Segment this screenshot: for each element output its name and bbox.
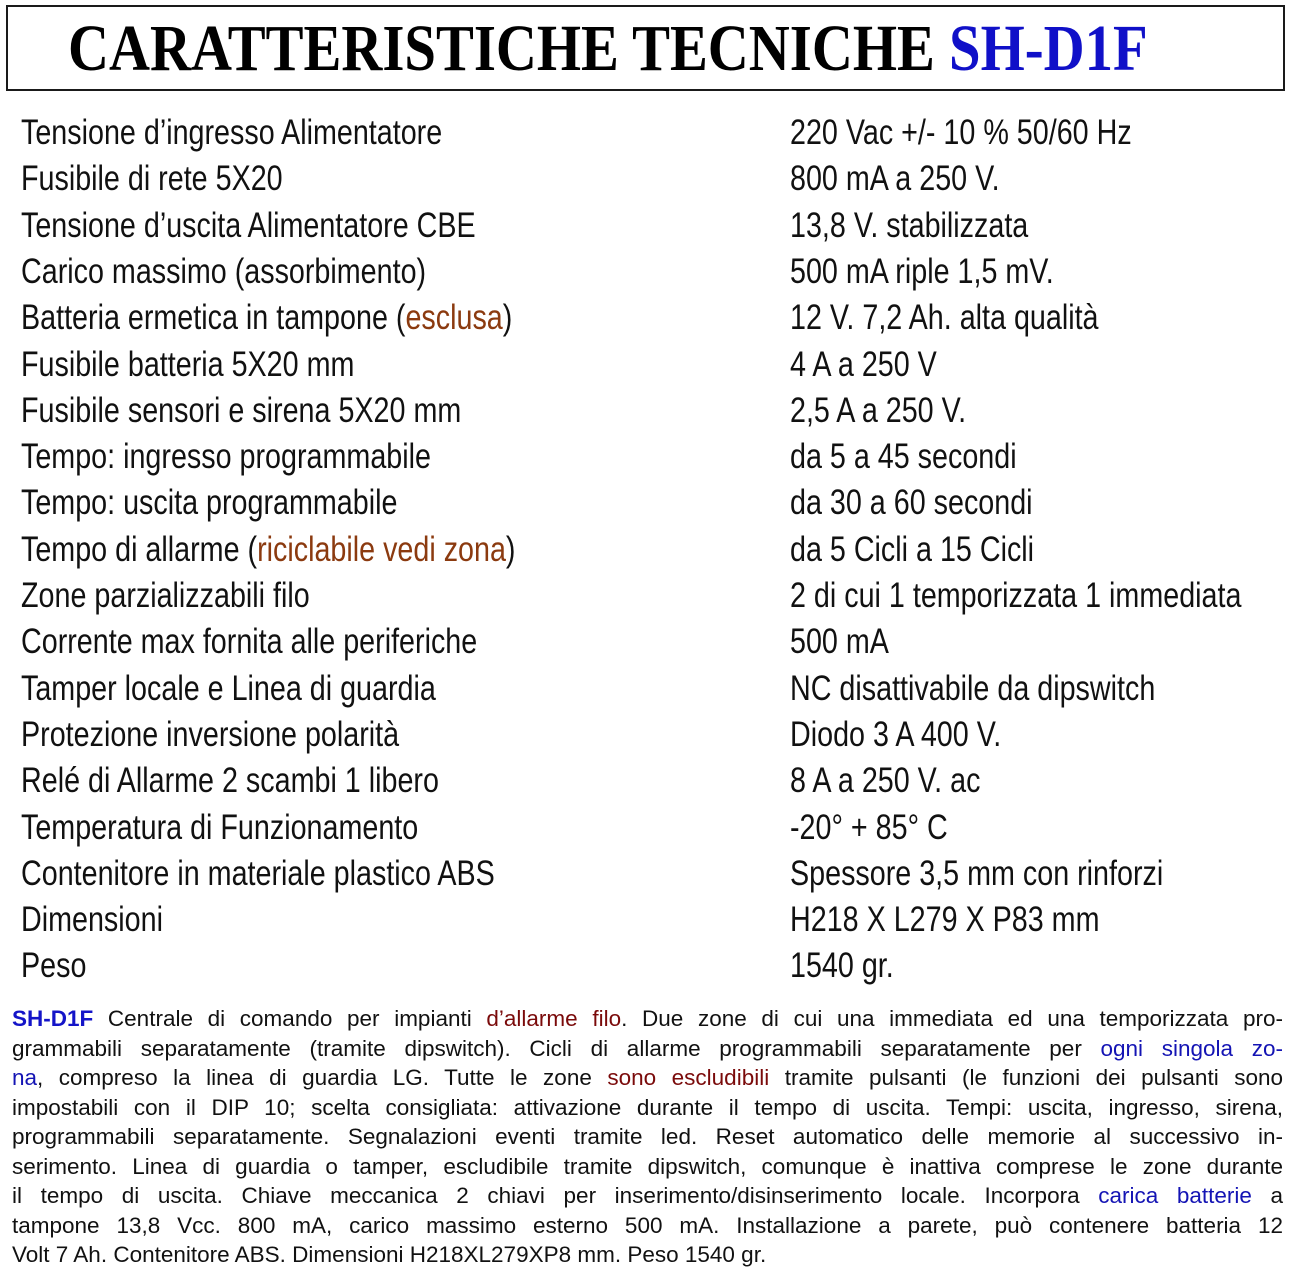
description-text: Centrale di comando per impianti — [93, 1006, 487, 1031]
description-model-text: SH-D1F — [12, 1006, 94, 1031]
description-red-text: sono escludibili — [607, 1065, 770, 1090]
spec-value: 4 A a 250 V — [790, 344, 937, 384]
spec-row — [0, 527, 1293, 573]
description-blue-text: carica batterie — [1098, 1183, 1252, 1208]
spec-label: Fusibile sensori e sirena 5X20 mm — [21, 390, 462, 430]
spec-row — [0, 388, 1293, 434]
description-text: serimento. Linea di guardia o tamper, escludibile tramite dipswitch, comunque è inattiva comprese le zone durante — [12, 1153, 1283, 1179]
product-description — [12, 1004, 1283, 1270]
description-blue-text: ogni singola zo- — [1100, 1035, 1283, 1061]
spec-label: Fusibile batteria 5X20 mm — [21, 344, 355, 384]
description-line — [12, 1004, 1283, 1034]
spec-label-text: Batteria ermetica in tampone ( — [21, 298, 406, 338]
title-text: CARATTERISTICHE TECNICHE — [68, 12, 950, 85]
description-text: tramite pulsanti (le funzioni dei pulsanti sono — [769, 1065, 1283, 1090]
spec-value: 500 mA — [790, 622, 889, 662]
spec-row — [0, 666, 1293, 712]
spec-row — [0, 712, 1293, 758]
spec-value: Diodo 3 A 400 V. — [790, 714, 1002, 754]
spec-label: Fusibile di rete 5X20 — [21, 159, 283, 199]
spec-row — [0, 434, 1293, 480]
spec-row — [0, 156, 1293, 202]
spec-value: 220 Vac +/- 10 % 50/60 Hz — [790, 113, 1132, 152]
spec-row — [0, 943, 1293, 989]
spec-label: Contenitore in materiale plastico ABS — [21, 853, 495, 893]
spec-row — [0, 851, 1293, 897]
spec-value: 500 mA riple 1,5 mV. — [790, 251, 1054, 291]
description-text: a — [1251, 1183, 1284, 1208]
description-text: tampone 13,8 Vcc. 800 mA, carico massimo esterno 500 mA. Installazione a parete, può contenere batteria 12 — [12, 1212, 1283, 1238]
spec-label-text: ) — [505, 529, 516, 569]
spec-value: da 5 a 45 secondi — [790, 437, 1017, 477]
description-line — [12, 1240, 1283, 1270]
description-line — [12, 1063, 1283, 1093]
spec-row — [0, 573, 1293, 619]
description-text: impostabili con il DIP 10; scelta consigliata: attivazione durante il tempo di uscita. Tempi: uscita, ingresso, sirena, — [12, 1094, 1283, 1120]
spec-label-text: Tempo di allarme ( — [21, 529, 258, 569]
spec-label-highlight: riciclabile vedi zona — [257, 529, 506, 569]
spec-value: 12 V. 7,2 Ah. alta qualità — [790, 298, 1099, 338]
spec-row — [0, 342, 1293, 388]
spec-label-text: ) — [502, 298, 513, 338]
spec-value: 8 A a 250 V. ac — [790, 761, 981, 801]
description-text: il tempo di uscita. Chiave meccanica 2 chiavi per inserimento/disinserimento locale. Incorpora — [12, 1183, 1099, 1208]
spec-value: da 30 a 60 secondi — [790, 483, 1033, 523]
spec-row — [0, 249, 1293, 295]
spec-label: Carico massimo (assorbimento) — [21, 251, 427, 291]
description-line — [12, 1181, 1283, 1211]
spec-row — [0, 203, 1293, 249]
spec-label: Zone parzializzabili filo — [21, 576, 310, 615]
description-line — [12, 1093, 1283, 1123]
spec-row — [0, 295, 1293, 341]
spec-row — [0, 758, 1293, 804]
description-line — [12, 1211, 1283, 1241]
spec-label: Peso — [21, 946, 87, 986]
spec-value: Spessore 3,5 mm con rinforzi — [790, 853, 1164, 893]
spec-value: da 5 Cicli a 15 Cicli — [790, 529, 1035, 569]
spec-label-highlight: esclusa — [405, 298, 503, 338]
description-line — [12, 1152, 1283, 1182]
spec-row — [0, 110, 1293, 156]
description-text: , compreso la linea di guardia LG. Tutte le zone — [37, 1065, 608, 1090]
spec-value: 1540 gr. — [790, 946, 894, 986]
spec-row — [0, 805, 1293, 851]
spec-label: Tempo: ingresso programmabile — [21, 437, 431, 477]
spec-value: -20° + 85° C — [790, 807, 948, 847]
spec-label: Temperatura di Funzionamento — [21, 807, 419, 847]
spec-label: Tempo: uscita programmabile — [21, 483, 398, 523]
description-blue-text: na — [12, 1065, 38, 1090]
spec-value: 2,5 A a 250 V. — [790, 390, 967, 430]
description-text: grammabili separatamente (tramite dipswitch). Cicli di allarme programmabili separatamente per — [12, 1035, 1101, 1061]
spec-label: Tamper locale e Linea di guardia — [21, 668, 436, 708]
spec-label: Dimensioni — [21, 900, 163, 940]
model-name: SH-D1F — [949, 12, 1148, 85]
description-text: Volt 7 Ah. Contenitore ABS. Dimensioni H218XL279XP8 mm. Peso 1540 gr. — [12, 1242, 767, 1267]
spec-value: NC disattivabile da dipswitch — [790, 668, 1156, 708]
spec-value: H218 X L279 X P83 mm — [790, 900, 1100, 940]
spec-label: Corrente max fornita alle periferiche — [21, 622, 478, 662]
spec-label: Protezione inversione polarità — [21, 714, 400, 754]
description-text: programmabili separatamente. Segnalazioni eventi tramite led. Reset automatico delle memorie al successivo in- — [12, 1124, 1283, 1149]
description-line — [12, 1034, 1283, 1064]
spec-label: Relé di Allarme 2 scambi 1 libero — [21, 761, 439, 801]
spec-value: 2 di cui 1 temporizzata 1 immediata — [790, 576, 1242, 615]
spec-label: Tensione d’uscita Alimentatore CBE — [21, 205, 476, 245]
page-title — [68, 14, 1148, 84]
description-line — [12, 1122, 1283, 1152]
spec-label — [21, 527, 515, 573]
spec-value: 800 mA a 250 V. — [790, 159, 1000, 199]
spec-value: 13,8 V. stabilizzata — [790, 205, 1029, 245]
description-text: . Due zone di cui una immediata ed una temporizzata pro- — [621, 1006, 1283, 1031]
spec-row — [0, 897, 1293, 943]
description-red-text: d’allarme filo — [486, 1006, 622, 1031]
spec-row — [0, 480, 1293, 526]
spec-label — [21, 295, 512, 341]
spec-label: Tensione d’ingresso Alimentatore — [21, 113, 443, 152]
spec-row — [0, 619, 1293, 665]
